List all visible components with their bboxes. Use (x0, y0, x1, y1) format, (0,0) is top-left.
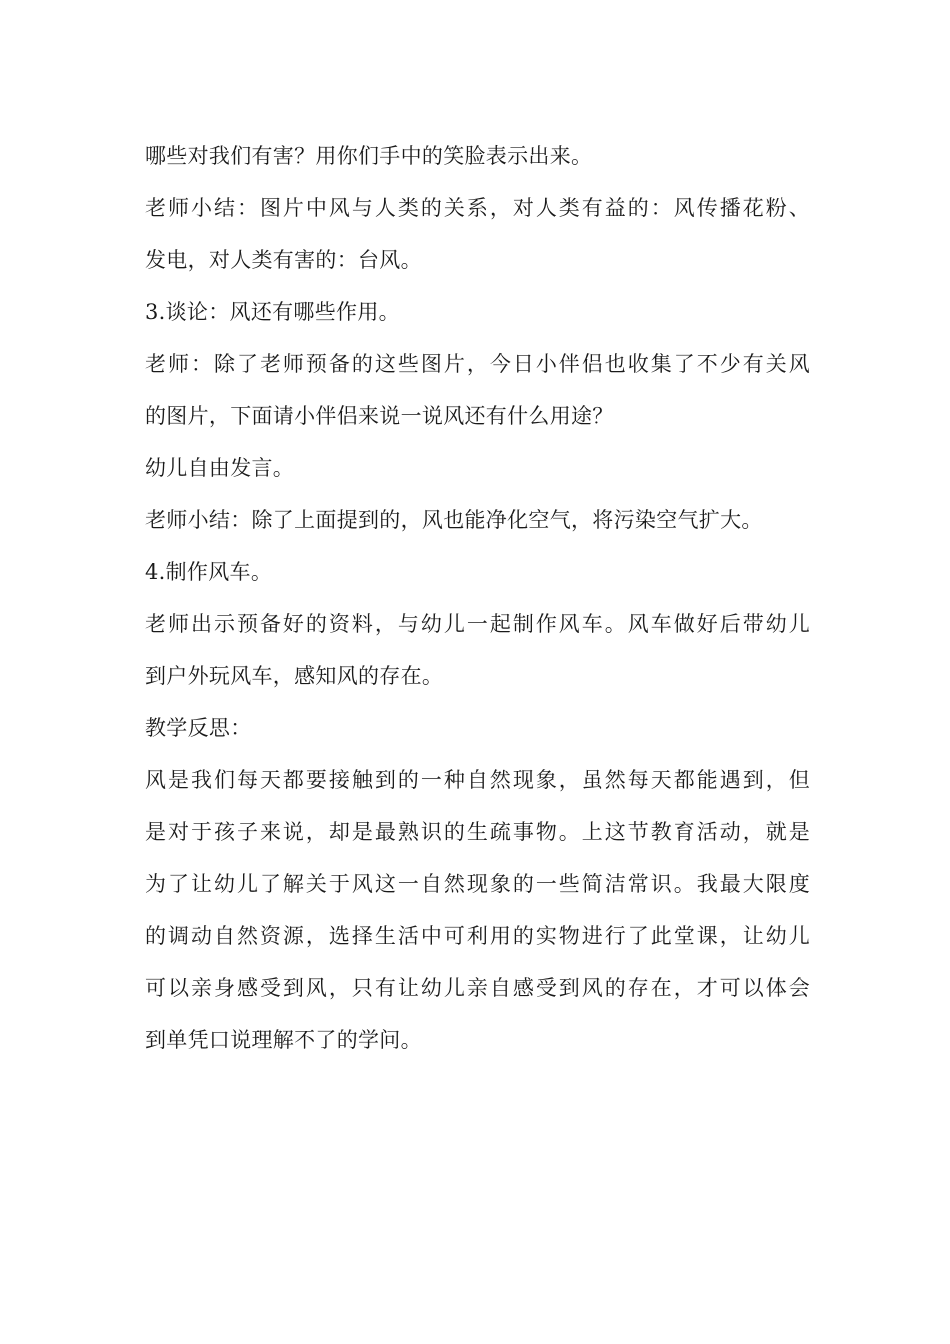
text-line: 哪些对我们有害？用你们手中的笑脸表示出来。 (145, 144, 593, 168)
text-line: 到单凭口说理解不了的学问。 (145, 1028, 422, 1052)
text-line: 老师小结：除了上面提到的，风也能净化空气，将污染空气扩大。 (145, 508, 763, 532)
text-line: 到户外玩风车，感知风的存在。 (145, 664, 444, 688)
text-line: 的调动自然资源，选择生活中可利用的实物进行了此堂课，让幼儿 (145, 924, 810, 948)
text-line: 发电，对人类有害的：台风。 (145, 248, 422, 272)
text-line: 幼儿自由发言。 (145, 456, 295, 480)
section-heading: 教学反思： (145, 716, 252, 740)
document-body (145, 130, 810, 1066)
section-heading: 3.谈论：风还有哪些作用。 (145, 300, 400, 324)
text-line: 老师：除了老师预备的这些图片，今日小伴侣也收集了不少有关风 (145, 352, 810, 376)
text-line: 老师出示预备好的资料，与幼儿一起制作风车。风车做好后带幼儿 (145, 612, 810, 636)
text-line: 为了让幼儿了解关于风这一自然现象的一些简洁常识。我最大限度 (145, 872, 810, 896)
text-line: 老师小结：图片中风与人类的关系，对人类有益的：风传播花粉、 (145, 196, 810, 220)
text-line: 的图片，下面请小伴侣来说一说风还有什么用途？ (145, 404, 614, 428)
text-line: 风是我们每天都要接触到的一种自然现象，虽然每天都能遇到，但 (145, 768, 810, 792)
text-line: 是对于孩子来说，却是最熟识的生疏事物。上这节教育活动，就是 (145, 820, 810, 844)
section-heading: 4.制作风车。 (145, 560, 273, 584)
text-line: 可以亲身感受到风，只有让幼儿亲自感受到风的存在，才可以体会 (145, 976, 810, 1000)
